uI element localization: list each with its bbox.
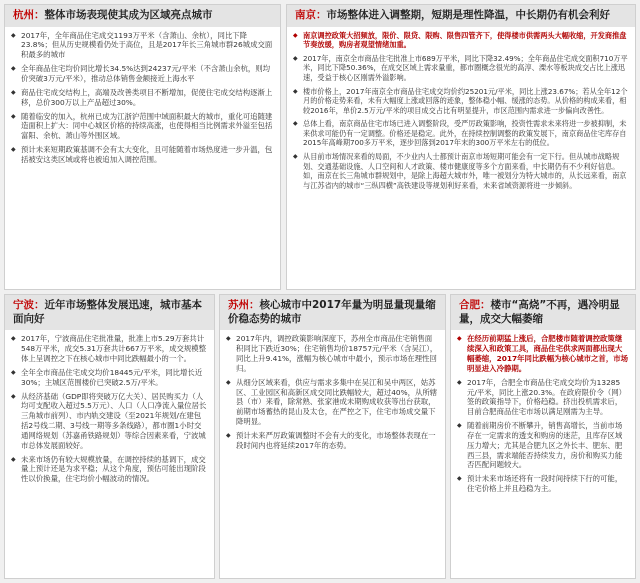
panel-hangzhou bbox=[4, 4, 281, 290]
list-item bbox=[293, 54, 629, 83]
list-item-text: 总体上看，南京商品住宅市场已进入调整阶段，受严厉政策影响，投资性需求未来将进一步被抑制，未来供求可能仍有一定调整。价格还是稳定。此外，在持续控制调整的政策发展下，南京商品住宅库存自2015年高峰期700多万平米，逐步回落到2017年末的300万平米左右的低位。 bbox=[303, 119, 627, 148]
bullet-list bbox=[5, 330, 214, 490]
bullet-icon: ◆ bbox=[457, 378, 462, 386]
list-item-text: 2017年，全年商品住宅成交1193万平米（含萧山、余杭），同比下降23.8%；但从历史规模看仍处于高位，且是2017年长三角城市群26城成交面积最多的城市 bbox=[21, 30, 273, 60]
list-item-text: 随着前期房价不断攀升，销售高增长，当前市场存在一定需求的透支和购房的迷茫，且库存区域压力增大；尤其是合肥九区之外长丰、肥东、肥西三县，需求端能否持续发力，房价和购买力能否匹配问题较大。 bbox=[467, 421, 623, 470]
panel-title: 近年市场整体发展迅速，城市基本面向好 bbox=[13, 299, 202, 325]
list-item bbox=[11, 455, 208, 485]
bullet-icon: ◆ bbox=[11, 65, 16, 73]
list-item-text: 预计未来短期政策基调不会有太大变化，且可能随着市场热度进一步升温，包括被安这类区域或将也被追加入调控范围。 bbox=[21, 145, 273, 164]
panel-title: 市场整体进入调整期，短期是理性降温，中长期仍有机会利好 bbox=[326, 9, 610, 21]
list-item bbox=[457, 378, 629, 417]
bullet-icon: ◆ bbox=[226, 378, 231, 386]
bullet-icon: ◆ bbox=[293, 153, 298, 160]
list-item bbox=[293, 152, 629, 190]
list-item bbox=[293, 119, 629, 148]
panel-hefei bbox=[450, 294, 636, 579]
list-item-text: 2017年，宁波商品住宅批准量，批准上市5.29万套共计548万平米，成交5.31万套共计667万平米，成交规模整体上呈调控之下在核心城市中同比跌幅最小的一个。 bbox=[21, 334, 207, 363]
list-item bbox=[457, 421, 629, 470]
bullet-list bbox=[287, 27, 635, 197]
list-item-text: 从经济基础（GDP即将突破万亿大关）、居民购买力（人均可支配收入超过5.5万元）、人口（人口净流入量位居长三角城市前列）、市内轨交建设（至2021年规划/在建包括2号线二期、3号线一期等多条线路），都市圈1小时交通网络规划（苏嘉甬铁路规划）等综合因素来看，宁波城市总体发展面较好。 bbox=[21, 391, 207, 450]
bullet-icon: ◆ bbox=[293, 54, 298, 62]
list-item bbox=[11, 31, 274, 61]
bullet-icon: ◆ bbox=[11, 88, 16, 96]
list-item-text: 南京调控政策大招频放，限价、限贷、限购、限售四管齐下，使得楼市供需两头大幅收缩，开发商推盘节奏放缓，购房者观望情绪加重。 bbox=[303, 30, 627, 50]
bullet-icon: ◆ bbox=[293, 31, 298, 39]
city-name: 杭州： bbox=[13, 9, 45, 21]
list-item bbox=[293, 87, 629, 116]
list-item bbox=[11, 88, 274, 108]
list-item-text: 预计未来严厉政策调整时不会有大的变化，市场整体表现在一段时间内也将延续2017年的态势。 bbox=[236, 430, 436, 450]
list-item bbox=[11, 145, 274, 165]
panel-title: 楼市“高烧”不再，遇冷明显量，成交大幅萎缩 bbox=[459, 299, 620, 325]
list-item-text: 从细分区域来看，供应与需求多集中在吴江和吴中两区，姑苏区、工业园区和高新区成交同比跌幅较大，超过40%，从所辖县（市）来看，除常熟、张家港成未期购成收获等出台获取，前期市场蓄热的昆山及太仓，在严控之下，住宅市场成交量下降明显。 bbox=[236, 377, 438, 427]
bullet-icon: ◆ bbox=[293, 87, 298, 95]
list-item bbox=[226, 378, 439, 427]
list-item-text: 全年商品住宅均价同比增长34.5%达到24237元/平米（不含萧山余杭，则均价突破3万元/平米），推动总体销售金额接近上海水平 bbox=[21, 64, 271, 84]
panel-header bbox=[220, 295, 445, 330]
bullet-icon: ◆ bbox=[457, 335, 462, 343]
bullet-icon: ◆ bbox=[226, 335, 231, 343]
panel-title: 核心城市中2017年量为明显量现量缩价稳态势的城市 bbox=[228, 299, 436, 325]
list-item bbox=[11, 392, 208, 451]
bullet-list bbox=[5, 27, 280, 171]
list-item-text: 2017年，南京全市商品住宅批准上市689万平米，同比下降32.49%；全年商品住宅成交面积710万平米，同比下降50.36%，在成交区域上需求量重，都市圈概念很光的高淳、溧水等板块成交占比上涨迅速，受益于核心区刚需外溢影响。 bbox=[303, 53, 628, 82]
list-item-text: 楼市价格上，2017年南京全市商品住宅成交均价约25201元/平米，同比上涨23.67%；若从全年12个月的价格走势来看，未有大幅度上涨或回落的迹象，整体稳小幅、缓涨的态势。从价格的构成来看，相较2016年，单价2.5万元/平米的项目成交占比有明显提升，市区范围内需求进一步偏向改善性。 bbox=[303, 86, 628, 115]
bullet-list bbox=[451, 330, 635, 500]
list-item bbox=[226, 334, 439, 373]
panel-header bbox=[287, 5, 635, 27]
list-item bbox=[457, 334, 629, 373]
bullet-icon: ◆ bbox=[11, 392, 16, 400]
panel-ningbo bbox=[4, 294, 215, 579]
bullet-icon: ◆ bbox=[11, 146, 16, 154]
panel-nanjing bbox=[286, 4, 636, 290]
panel-suzhou bbox=[219, 294, 446, 579]
city-name: 合肥： bbox=[459, 299, 491, 311]
bullet-icon: ◆ bbox=[11, 335, 16, 343]
list-item bbox=[11, 112, 274, 142]
list-item-text: 预计未来市场还将有一段时间持续下行的可能，住宅价格上并且趋稳为主。 bbox=[467, 474, 623, 494]
city-name: 南京： bbox=[295, 9, 327, 21]
bullet-icon: ◆ bbox=[11, 31, 16, 39]
list-item-text: 2017年，合肥全市商品住宅成交均价为13285元/平米，同比上涨20.3%。在政府限价令（网）签的政策指导下，价格趋稳。挤出投机需求后，目前合肥商品住宅市场以满足刚需为主导。 bbox=[467, 377, 627, 417]
bullet-icon: ◆ bbox=[226, 431, 231, 439]
bullet-icon: ◆ bbox=[11, 368, 16, 376]
panel-title: 整体市场表现使其成为区域亮点城市 bbox=[44, 9, 213, 21]
list-item-text: 未来市场仍有较大规模放量，在调控持续的基调下，成交量上预计还是为求平稳；从这个角度，预估可能出现阶段性以价换量，住宅均价小幅波动的情况。 bbox=[21, 454, 206, 484]
list-item bbox=[457, 474, 629, 494]
panel-header bbox=[5, 295, 214, 330]
list-item bbox=[11, 334, 208, 364]
bullet-icon: ◆ bbox=[11, 112, 16, 120]
city-name: 苏州： bbox=[228, 299, 260, 311]
list-item-text: 全年全市商品住宅成交均价18445元/平米，同比增长近30%；主城区范围楼价已突破2.5万/平米。 bbox=[21, 367, 203, 387]
bullet-icon: ◆ bbox=[11, 455, 16, 463]
list-item-text: 2017年内，调控政策影响深度下，苏州全市商品住宅销售面积同比下跌近30%；住宅销售均价18757元/平米（含吴江），同比上升9.41%，涨幅为核心城市中最小，预示市场在理性回归。 bbox=[236, 334, 438, 373]
list-item-text: 商品住宅成交结构上，高端及改善类项目不断增加，促使住宅成交结构逐渐上移，总价300万以上产品超过30%。 bbox=[21, 87, 273, 107]
list-item-text: 随着临安的加入，杭州已成为江浙沪范围中域面积最大的城市，重化可追随建造面积上扩大：同中心城区价格的持续高涨，也使得相当比例需求外溢至包括富阳、余杭、萧山等外围区域。 bbox=[21, 111, 273, 141]
city-name: 宁波： bbox=[13, 299, 45, 311]
bullet-icon: ◆ bbox=[293, 120, 298, 128]
list-item-text: 从目前市场情况来看的局面，不少业内人士都预计南京市场短期可能会有一定下行。但从城市战略规划、交通基础设施、人口空间和人才政策、楼市健康度等多个方面来看，中长期仍有不少利好信息。如，南京在长三角城市群规划中，是除上海超大城市外，唯一被划分为特大城市的，从长远来看，南京与江苏省内的城市“三纵四横”高铁建设等规划利好来看，未来省域资源将进一步倾斜。 bbox=[303, 152, 627, 190]
bullet-list bbox=[220, 330, 445, 456]
panel-header bbox=[5, 5, 280, 27]
bullet-icon: ◆ bbox=[457, 422, 462, 430]
panel-header bbox=[451, 295, 635, 330]
list-item bbox=[11, 64, 274, 84]
list-item bbox=[11, 368, 208, 388]
list-item bbox=[226, 431, 439, 451]
bullet-icon: ◆ bbox=[457, 475, 462, 483]
list-item-text: 在经历前期猛上涨后，合肥楼市随着调控政策继续深入和政策工具，商品住宅供求两面都出现大幅萎缩，2017年同比跌幅为核心城市之首，市场明显进入冷静期。 bbox=[467, 334, 628, 373]
list-item bbox=[293, 31, 629, 50]
